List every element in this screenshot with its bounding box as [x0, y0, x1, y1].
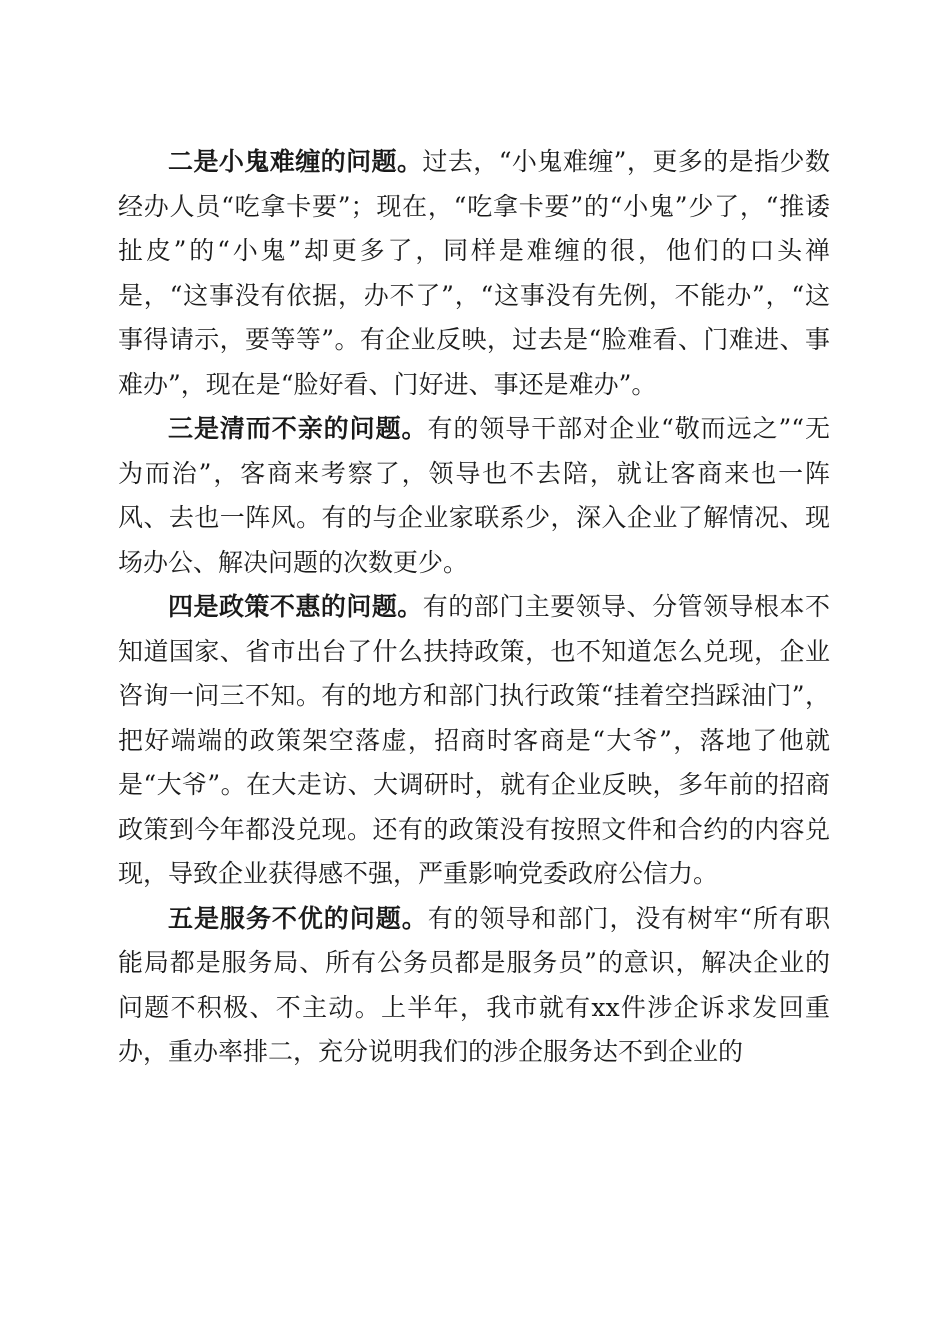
paragraph-heading: 二是小鬼难缠的问题。 — [168, 147, 423, 176]
paragraph-text: 过去，“小鬼难缠”，更多的是指少数经办人员“吃拿卡要”；现在，“吃拿卡要”的“小鬼”少了，“推诿扯皮”的“小鬼”却更多了，同样是难缠的很，他们的口头禅是，“这事没有依据，办不了”，“这事没有先例，不能办”，“这事得请示，要等等”。有企业反映，过去是“脸难看、门难进、事难办”，现在是“脸好看、门好进、事还是难办”。 — [118, 147, 830, 399]
paragraph-heading: 四是政策不惠的问题。 — [168, 592, 423, 621]
paragraph-service-quality — [118, 897, 830, 1075]
document-body — [118, 140, 830, 1075]
paragraph-text: 有的领导干部对企业“敬而远之”“无为而治”，客商来考察了，领导也不去陪，就让客商来也一阵风、去也一阵风。有的与企业家联系少，深入企业了解情况、现场办公、解决问题的次数更少。 — [118, 414, 830, 577]
paragraph-distant-relations — [118, 407, 830, 585]
paragraph-text: 有的部门主要领导、分管领导根本不知道国家、省市出台了什么扶持政策，也不知道怎么兑现，企业咨询一问三不知。有的地方和部门执行政策“挂着空挡踩油门”，把好端端的政策架空落虚，招商时客商是“大爷”，落地了他就是“大爷”。在大走访、大调研时，就有企业反映，多年前的招商政策到今年都没兑现。还有的政策没有按照文件和合约的内容兑现，导致企业获得感不强，严重影响党委政府公信力。 — [118, 592, 830, 888]
paragraph-small-officials — [118, 140, 830, 407]
paragraph-text: 有的领导和部门，没有树牢“所有职能局都是服务局、所有公务员都是服务员”的意识，解决企业的问题不积极、不主动。上半年，我市就有xx件涉企诉求发回重办，重办率排二，充分说明我们的涉企服务达不到企业的 — [118, 903, 830, 1066]
paragraph-heading: 五是服务不优的问题。 — [168, 903, 428, 933]
paragraph-heading: 三是清而不亲的问题。 — [168, 414, 428, 443]
paragraph-policy-benefits — [118, 585, 830, 897]
